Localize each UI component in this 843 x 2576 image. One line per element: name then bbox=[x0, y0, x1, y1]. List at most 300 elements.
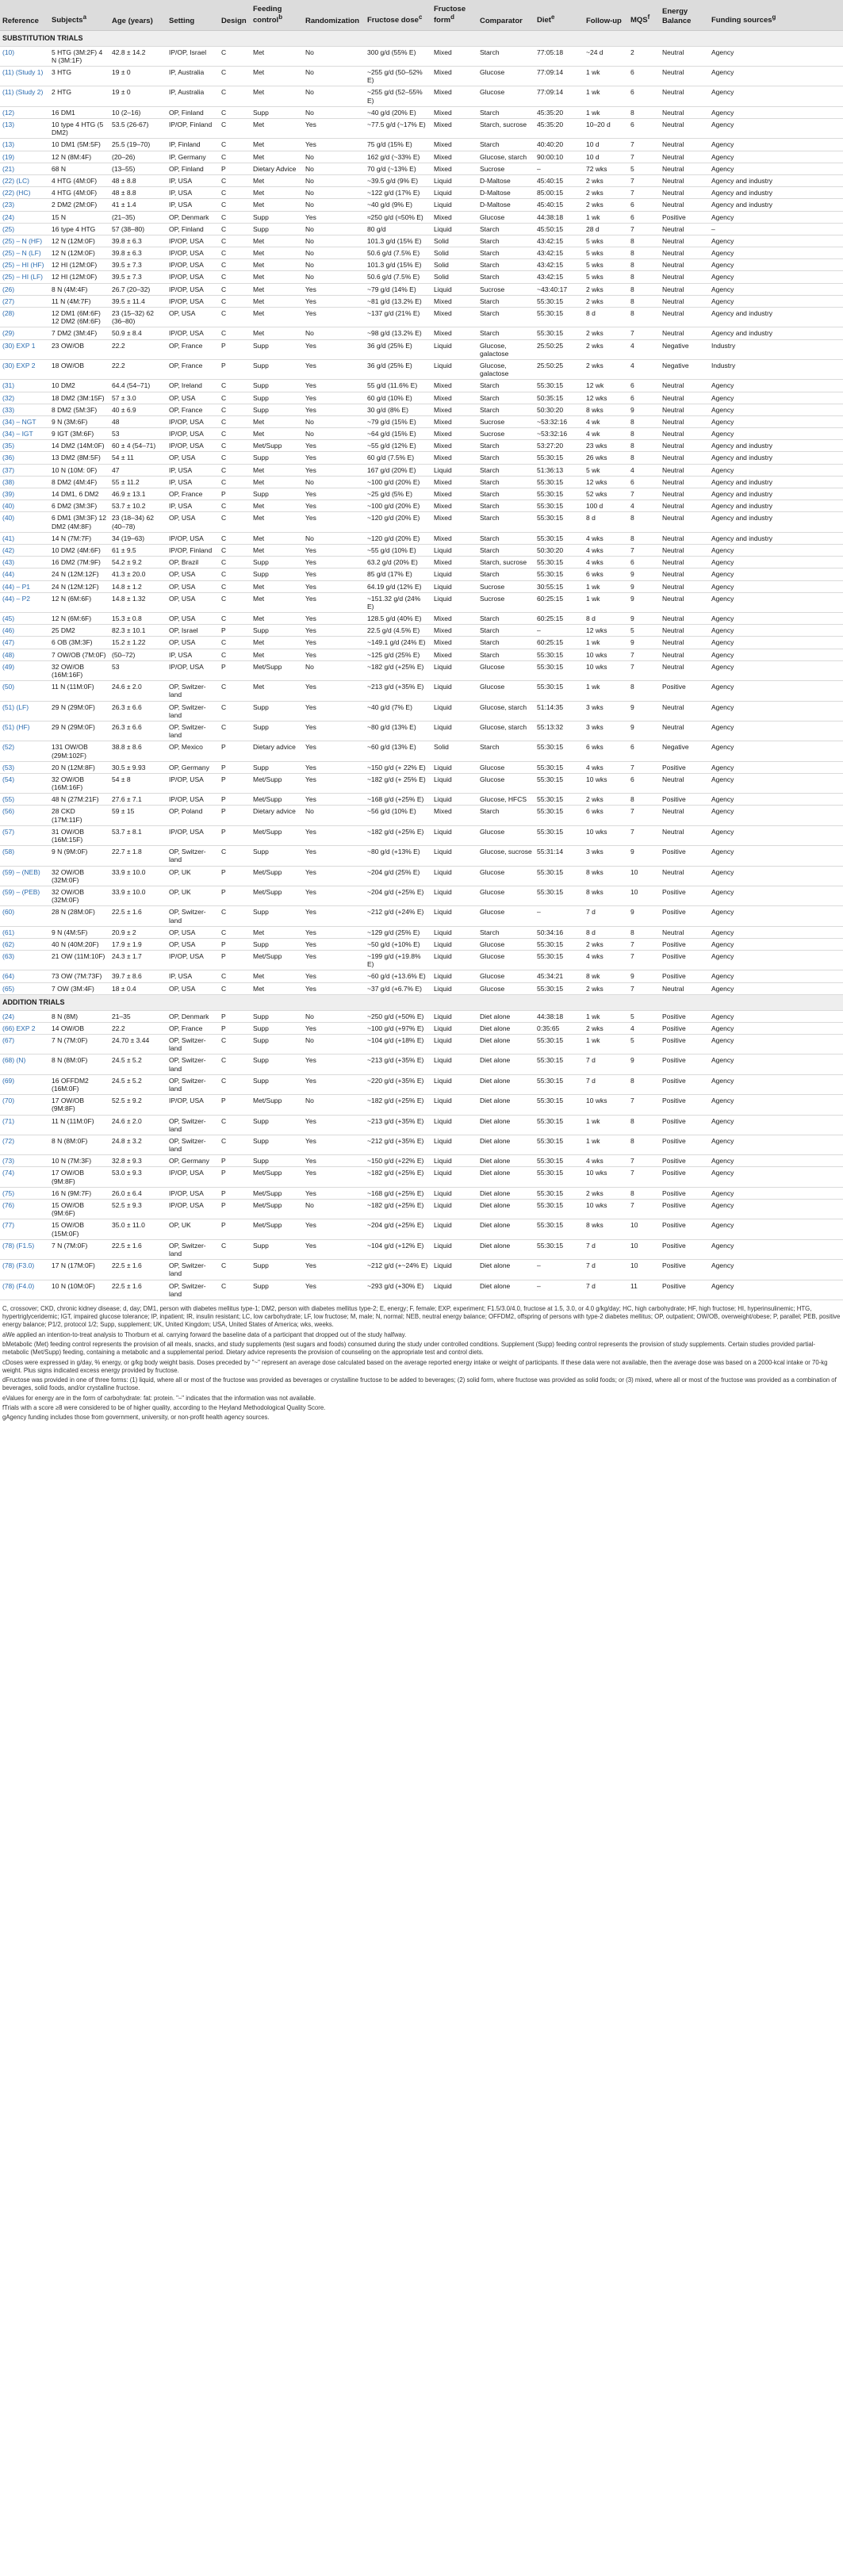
mqs-cell: 5 bbox=[628, 625, 660, 637]
follow-up-cell: 6 wks bbox=[584, 806, 628, 825]
feeding-control-cell: Supp bbox=[251, 223, 303, 235]
reference-cell: (30) EXP 2 bbox=[0, 359, 49, 379]
follow-up-cell: 1 wk bbox=[584, 637, 628, 649]
follow-up-cell: 4 wk bbox=[584, 428, 628, 440]
fructose-dose-cell: ~182 g/d (+ 25% E) bbox=[365, 773, 431, 793]
age-cell: 19 ± 0 bbox=[109, 67, 167, 86]
follow-up-cell: 7 d bbox=[584, 1280, 628, 1299]
energy-balance-cell: Positive bbox=[660, 1167, 709, 1187]
setting-cell: OP, Poland bbox=[167, 806, 219, 825]
mqs-cell: 10 bbox=[628, 1239, 660, 1259]
design-cell: C bbox=[219, 1239, 251, 1259]
age-cell: 55 ± 11.2 bbox=[109, 476, 167, 488]
energy-balance-cell: Neutral bbox=[660, 982, 709, 994]
mqs-cell: 8 bbox=[628, 428, 660, 440]
fructose-dose-cell: ~60 g/d (+13.6% E) bbox=[365, 970, 431, 982]
table-row bbox=[0, 906, 843, 926]
reference-cell: (34) – NGT bbox=[0, 415, 49, 427]
fructose-dose-cell: 60 g/d (7.5% E) bbox=[365, 452, 431, 464]
fructose-form-cell: Solid bbox=[431, 247, 477, 259]
fructose-dose-cell: ~255 g/d (50–52% E) bbox=[365, 67, 431, 86]
reference-cell: (37) bbox=[0, 464, 49, 476]
fructose-dose-cell: ~151.32 g/d (24% E) bbox=[365, 592, 431, 612]
follow-up-cell: 10 wks bbox=[584, 773, 628, 793]
diet-cell: 60:25:15 bbox=[535, 592, 584, 612]
footnote: aWe applied an intention-to-treat analysis to Thorburn et al. carrying forward the baseline data of a participant that dropped out of the study halfway. bbox=[2, 1330, 407, 1338]
diet-cell: 55:30:15 bbox=[535, 649, 584, 660]
fructose-dose-cell: ~79 g/d (14% E) bbox=[365, 283, 431, 295]
energy-balance-cell: Positive bbox=[660, 970, 709, 982]
energy-balance-cell: Neutral bbox=[660, 440, 709, 452]
header-followup bbox=[584, 0, 628, 30]
randomization-cell: No bbox=[303, 235, 365, 247]
header-feeding-sup: b bbox=[278, 13, 283, 21]
follow-up-cell: 4 wks bbox=[584, 557, 628, 568]
fructose-form-cell: Mixed bbox=[431, 440, 477, 452]
comparator-cell: Starch bbox=[477, 512, 535, 532]
subjects-cell: 68 N bbox=[49, 163, 109, 174]
subjects-cell: 31 OW/OB (16M:15F) bbox=[49, 825, 109, 845]
reference-cell: (42) bbox=[0, 544, 49, 556]
mqs-cell: 7 bbox=[628, 951, 660, 970]
diet-cell: 51:36:13 bbox=[535, 464, 584, 476]
follow-up-cell: 7 d bbox=[584, 1239, 628, 1259]
setting-cell: IP/OP, USA bbox=[167, 1167, 219, 1187]
fructose-form-cell: Mixed bbox=[431, 404, 477, 415]
reference-cell: (57) bbox=[0, 825, 49, 845]
setting-cell: IP, USA bbox=[167, 174, 219, 186]
diet-cell: 60:25:15 bbox=[535, 613, 584, 625]
subjects-cell: 12 HI (12M:0F) bbox=[49, 271, 109, 283]
mqs-cell: 10 bbox=[628, 866, 660, 886]
energy-balance-cell: Positive bbox=[660, 1280, 709, 1299]
fructose-form-cell: Solid bbox=[431, 235, 477, 247]
subjects-cell: 28 N (28M:0F) bbox=[49, 906, 109, 926]
feeding-control-cell: Met bbox=[251, 970, 303, 982]
setting-cell: IP/OP, USA bbox=[167, 295, 219, 307]
setting-cell: IP, Australia bbox=[167, 86, 219, 106]
subjects-cell: 11 N (11M:0F) bbox=[49, 1115, 109, 1135]
table-row bbox=[0, 886, 843, 905]
reference-cell: (78) (F3.0) bbox=[0, 1260, 49, 1280]
diet-cell: 55:30:15 bbox=[535, 532, 584, 544]
randomization-cell: Yes bbox=[303, 580, 365, 592]
follow-up-cell: ~24 d bbox=[584, 46, 628, 66]
fructose-form-cell: Liquid bbox=[431, 1260, 477, 1280]
design-cell: C bbox=[219, 1280, 251, 1299]
mqs-cell: 8 bbox=[628, 926, 660, 938]
fructose-form-cell: Liquid bbox=[431, 970, 477, 982]
fructose-form-cell: Liquid bbox=[431, 1010, 477, 1022]
age-cell: 24.8 ± 3.2 bbox=[109, 1135, 167, 1154]
diet-cell: 25:50:25 bbox=[535, 339, 584, 359]
table-row bbox=[0, 295, 843, 307]
randomization-cell: Yes bbox=[303, 592, 365, 612]
fructose-dose-cell: ~150 g/d (+ 22% E) bbox=[365, 761, 431, 773]
design-cell: P bbox=[219, 1095, 251, 1115]
reference-cell: (10) bbox=[0, 46, 49, 66]
energy-balance-cell: Neutral bbox=[660, 452, 709, 464]
diet-cell: 55:30:15 bbox=[535, 476, 584, 488]
design-cell: C bbox=[219, 1115, 251, 1135]
mqs-cell: 10 bbox=[628, 1219, 660, 1239]
subjects-cell: 24 N (12M:12F) bbox=[49, 568, 109, 580]
fructose-form-cell: Solid bbox=[431, 741, 477, 761]
age-cell: 53 bbox=[109, 428, 167, 440]
table-row bbox=[0, 187, 843, 199]
follow-up-cell: 52 wks bbox=[584, 488, 628, 500]
energy-balance-cell: Positive bbox=[660, 1200, 709, 1219]
comparator-cell: Starch bbox=[477, 259, 535, 271]
header-dose-label: Fructose dose bbox=[367, 16, 419, 25]
fructose-form-cell: Liquid bbox=[431, 681, 477, 701]
age-cell: 38.8 ± 8.6 bbox=[109, 741, 167, 761]
subjects-cell: 10 N (10M:0F) bbox=[49, 1280, 109, 1299]
energy-balance-cell: Neutral bbox=[660, 637, 709, 649]
design-cell: C bbox=[219, 404, 251, 415]
fructose-dose-cell: ~182 g/d (+25% E) bbox=[365, 825, 431, 845]
reference-cell: (77) bbox=[0, 1219, 49, 1239]
design-cell: C bbox=[219, 1035, 251, 1055]
fructose-dose-cell: ~80 g/d (13% E) bbox=[365, 721, 431, 741]
table-row bbox=[0, 741, 843, 761]
energy-balance-cell: Neutral bbox=[660, 512, 709, 532]
energy-balance-cell: Positive bbox=[660, 1115, 709, 1135]
table-row bbox=[0, 681, 843, 701]
mqs-cell: 6 bbox=[628, 211, 660, 223]
fructose-form-cell: Mixed bbox=[431, 106, 477, 118]
energy-balance-cell: Positive bbox=[660, 1022, 709, 1034]
reference-cell: (40) bbox=[0, 500, 49, 512]
comparator-cell: Starch bbox=[477, 488, 535, 500]
design-cell: C bbox=[219, 452, 251, 464]
setting-cell: IP, Germany bbox=[167, 151, 219, 163]
funding-sources-cell: Agency bbox=[709, 1135, 843, 1154]
funding-sources-cell: Agency bbox=[709, 428, 843, 440]
age-cell: 39.5 ± 7.3 bbox=[109, 271, 167, 283]
setting-cell: IP/OP, USA bbox=[167, 428, 219, 440]
subjects-cell: 28 CKD (17M:11F) bbox=[49, 806, 109, 825]
design-cell: P bbox=[219, 1155, 251, 1167]
subjects-cell: 12 N (12M:0F) bbox=[49, 247, 109, 259]
energy-balance-cell: Neutral bbox=[660, 187, 709, 199]
feeding-control-cell: Met bbox=[251, 637, 303, 649]
diet-cell: 55:30:15 bbox=[535, 488, 584, 500]
feeding-control-cell: Met bbox=[251, 613, 303, 625]
footnote: C, crossover; CKD, chronic kidney disease; d, day; DM1, person with diabetes mellitus type-1; DM2, person with diabetes mellitus type-2; E, energy; F, female; EXP, experiment; F1.5/3.0/4.0, fructose at 1.5, 3.0, or 4.0 g/kg/day; HC, high carbohydrate; HF, high fructose; HI, hyperinsulinemic; HTG, hypertriglyceridemic; IGT, impaired glucose tolerance; IP, inpatient; IR, insulin resistant; LC, low carbohydrate; LF, low fructose; M, male; N, normal; NEB, neutral energy balance; OFFDM2, offspring of persons with type-2 diabetes mellitus; OP, outpatient; OW/OB, overweight/obese; P, parallel; PEB, positive energy balance; P1/2, protocol 1/2; Supp, supplement; UK, United Kingdom; USA, United States of America; wks, weeks. bbox=[2, 1304, 841, 1329]
mqs-cell: 8 bbox=[628, 1115, 660, 1135]
diet-cell: 55:30:15 bbox=[535, 568, 584, 580]
randomization-cell: Yes bbox=[303, 721, 365, 741]
mqs-cell: 9 bbox=[628, 721, 660, 741]
diet-cell: 55:30:15 bbox=[535, 794, 584, 806]
age-cell: 23 (15–32) 62 (36–80) bbox=[109, 308, 167, 327]
header-diet-sup: e bbox=[550, 13, 555, 21]
subjects-cell: 9 N (3M:6F) bbox=[49, 415, 109, 427]
age-cell: 24.5 ± 5.2 bbox=[109, 1074, 167, 1094]
reference-cell: (70) bbox=[0, 1095, 49, 1115]
funding-sources-cell: Agency bbox=[709, 660, 843, 680]
diet-cell: 55:30:15 bbox=[535, 681, 584, 701]
setting-cell: IP, USA bbox=[167, 649, 219, 660]
fructose-dose-cell: ~213 g/d (+35% E) bbox=[365, 1115, 431, 1135]
subjects-cell: 8 N (8M) bbox=[49, 1010, 109, 1022]
funding-sources-cell: Agency bbox=[709, 106, 843, 118]
age-cell: 64.4 (54–71) bbox=[109, 380, 167, 392]
funding-sources-cell: Agency bbox=[709, 846, 843, 866]
randomization-cell: No bbox=[303, 428, 365, 440]
setting-cell: IP/OP, USA bbox=[167, 794, 219, 806]
design-cell: C bbox=[219, 86, 251, 106]
setting-cell: IP/OP, USA bbox=[167, 235, 219, 247]
feeding-control-cell: Supp bbox=[251, 906, 303, 926]
design-cell: C bbox=[219, 46, 251, 66]
mqs-cell: 7 bbox=[628, 151, 660, 163]
fructose-form-cell: Liquid bbox=[431, 464, 477, 476]
subjects-cell: 4 HTG (4M:0F) bbox=[49, 174, 109, 186]
comparator-cell: Starch bbox=[477, 139, 535, 151]
comparator-cell: Starch bbox=[477, 106, 535, 118]
randomization-cell: Yes bbox=[303, 359, 365, 379]
design-cell: C bbox=[219, 139, 251, 151]
feeding-control-cell: Met/Supp bbox=[251, 773, 303, 793]
setting-cell: OP, Switzer-land bbox=[167, 1280, 219, 1299]
fructose-form-cell: Mixed bbox=[431, 637, 477, 649]
feeding-control-cell: Met/Supp bbox=[251, 1187, 303, 1199]
follow-up-cell: 1 wk bbox=[584, 1135, 628, 1154]
setting-cell: IP/OP, USA bbox=[167, 327, 219, 339]
design-cell: P bbox=[219, 1219, 251, 1239]
subjects-cell: 5 HTG (3M:2F) 4 N (3M:1F) bbox=[49, 46, 109, 66]
randomization-cell: Yes bbox=[303, 544, 365, 556]
reference-cell: (47) bbox=[0, 637, 49, 649]
follow-up-cell: 3 wks bbox=[584, 701, 628, 721]
funding-sources-cell: Agency bbox=[709, 825, 843, 845]
diet-cell: 77:09:14 bbox=[535, 67, 584, 86]
setting-cell: OP, Switzer-land bbox=[167, 1055, 219, 1074]
follow-up-cell: 2 wks bbox=[584, 359, 628, 379]
energy-balance-cell: Neutral bbox=[660, 174, 709, 186]
reference-cell: (38) bbox=[0, 476, 49, 488]
follow-up-cell: 2 wks bbox=[584, 1187, 628, 1199]
subjects-cell: 21 OW (11M:10F) bbox=[49, 951, 109, 970]
feeding-control-cell: Met bbox=[251, 151, 303, 163]
funding-sources-cell: Agency bbox=[709, 1239, 843, 1259]
header-reference bbox=[0, 0, 49, 30]
reference-cell: (78) (F4.0) bbox=[0, 1280, 49, 1299]
design-cell: P bbox=[219, 866, 251, 886]
energy-balance-cell: Positive bbox=[660, 846, 709, 866]
design-cell: P bbox=[219, 806, 251, 825]
mqs-cell: 7 bbox=[628, 649, 660, 660]
comparator-cell: Sucrose bbox=[477, 415, 535, 427]
mqs-cell: 8 bbox=[628, 512, 660, 532]
feeding-control-cell: Met/Supp bbox=[251, 951, 303, 970]
fructose-form-cell: Liquid bbox=[431, 1035, 477, 1055]
subjects-cell: 32 OW/OB (32M:0F) bbox=[49, 866, 109, 886]
energy-balance-cell: Neutral bbox=[660, 119, 709, 139]
randomization-cell: No bbox=[303, 415, 365, 427]
design-cell: P bbox=[219, 761, 251, 773]
setting-cell: IP, USA bbox=[167, 187, 219, 199]
mqs-cell: 9 bbox=[628, 568, 660, 580]
funding-sources-cell: – bbox=[709, 223, 843, 235]
fructose-dose-cell: 22.5 g/d (4.5% E) bbox=[365, 625, 431, 637]
follow-up-cell: 100 d bbox=[584, 500, 628, 512]
feeding-control-cell: Met/Supp bbox=[251, 1219, 303, 1239]
table-row bbox=[0, 532, 843, 544]
age-cell: 54 ± 11 bbox=[109, 452, 167, 464]
comparator-cell: Glucose bbox=[477, 681, 535, 701]
fructose-form-cell: Liquid bbox=[431, 1135, 477, 1154]
diet-cell: 55:30:15 bbox=[535, 557, 584, 568]
subjects-cell: 12 N (6M:6F) bbox=[49, 592, 109, 612]
fructose-dose-cell: ~64 g/d (15% E) bbox=[365, 428, 431, 440]
design-cell: P bbox=[219, 951, 251, 970]
table-row bbox=[0, 151, 843, 163]
reference-cell: (25) – HI (LF) bbox=[0, 271, 49, 283]
comparator-cell: D-Maltose bbox=[477, 187, 535, 199]
fructose-dose-cell: 30 g/d (8% E) bbox=[365, 404, 431, 415]
table-row bbox=[0, 404, 843, 415]
funding-sources-cell: Agency bbox=[709, 926, 843, 938]
subjects-cell: 11 N (4M:7F) bbox=[49, 295, 109, 307]
mqs-cell: 7 bbox=[628, 327, 660, 339]
mqs-cell: 5 bbox=[628, 163, 660, 174]
energy-balance-cell: Positive bbox=[660, 951, 709, 970]
age-cell: 50.9 ± 8.4 bbox=[109, 327, 167, 339]
randomization-cell: No bbox=[303, 259, 365, 271]
funding-sources-cell: Agency bbox=[709, 1260, 843, 1280]
comparator-cell: Glucose, starch bbox=[477, 721, 535, 741]
table-row bbox=[0, 1074, 843, 1094]
diet-cell: 55:30:15 bbox=[535, 512, 584, 532]
funding-sources-cell: Agency bbox=[709, 982, 843, 994]
subjects-cell: 20 N (12M:8F) bbox=[49, 761, 109, 773]
mqs-cell: 7 bbox=[628, 1095, 660, 1115]
comparator-cell: Glucose, starch bbox=[477, 151, 535, 163]
diet-cell: 50:34:16 bbox=[535, 926, 584, 938]
section-title: SUBSTITUTION TRIALS bbox=[0, 30, 843, 46]
mqs-cell: 8 bbox=[628, 1135, 660, 1154]
diet-cell: 45:35:20 bbox=[535, 106, 584, 118]
diet-cell: 55:30:15 bbox=[535, 327, 584, 339]
table-row bbox=[0, 1219, 843, 1239]
design-cell: C bbox=[219, 1055, 251, 1074]
feeding-control-cell: Supp bbox=[251, 392, 303, 404]
mqs-cell: 6 bbox=[628, 773, 660, 793]
table-row bbox=[0, 825, 843, 845]
fructose-form-cell: Mixed bbox=[431, 86, 477, 106]
follow-up-cell: 3 wks bbox=[584, 846, 628, 866]
setting-cell: IP/OP, USA bbox=[167, 773, 219, 793]
randomization-cell: Yes bbox=[303, 794, 365, 806]
feeding-control-cell: Met bbox=[251, 580, 303, 592]
table-row bbox=[0, 1115, 843, 1135]
comparator-cell: Diet alone bbox=[477, 1115, 535, 1135]
age-cell: 21–35 bbox=[109, 1010, 167, 1022]
energy-balance-cell: Neutral bbox=[660, 592, 709, 612]
feeding-control-cell: Met bbox=[251, 532, 303, 544]
subjects-cell: 9 IGT (3M:6F) bbox=[49, 428, 109, 440]
reference-cell: (35) bbox=[0, 440, 49, 452]
age-cell: (21–35) bbox=[109, 211, 167, 223]
energy-balance-cell: Positive bbox=[660, 1260, 709, 1280]
fructose-dose-cell: ~79 g/d (15% E) bbox=[365, 415, 431, 427]
table-row bbox=[0, 308, 843, 327]
subjects-cell: 29 N (29M:0F) bbox=[49, 701, 109, 721]
fructose-form-cell: Liquid bbox=[431, 1074, 477, 1094]
design-cell: C bbox=[219, 1074, 251, 1094]
reference-cell: (25) – N (LF) bbox=[0, 247, 49, 259]
diet-cell: ~53:32:16 bbox=[535, 415, 584, 427]
mqs-cell: 8 bbox=[628, 1074, 660, 1094]
feeding-control-cell: Met/Supp bbox=[251, 794, 303, 806]
setting-cell: OP, USA bbox=[167, 512, 219, 532]
mqs-cell: 7 bbox=[628, 488, 660, 500]
fructose-dose-cell: ~199 g/d (+19.8% E) bbox=[365, 951, 431, 970]
diet-cell: 55:30:15 bbox=[535, 761, 584, 773]
age-cell: 22.5 ± 1.6 bbox=[109, 1260, 167, 1280]
feeding-control-cell: Supp bbox=[251, 339, 303, 359]
randomization-cell: Yes bbox=[303, 295, 365, 307]
diet-cell: 55:30:15 bbox=[535, 982, 584, 994]
follow-up-cell: 12 wks bbox=[584, 476, 628, 488]
age-cell: 34 (19–63) bbox=[109, 532, 167, 544]
diet-cell: – bbox=[535, 1260, 584, 1280]
subjects-cell: 15 N bbox=[49, 211, 109, 223]
comparator-cell: Diet alone bbox=[477, 1074, 535, 1094]
reference-cell: (51) (HF) bbox=[0, 721, 49, 741]
follow-up-cell: 6 wks bbox=[584, 741, 628, 761]
subjects-cell: 16 DM1 bbox=[49, 106, 109, 118]
subjects-cell: 29 N (29M:0F) bbox=[49, 721, 109, 741]
feeding-control-cell: Supp bbox=[251, 721, 303, 741]
design-cell: C bbox=[219, 119, 251, 139]
funding-sources-cell: Agency bbox=[709, 211, 843, 223]
feeding-control-cell: Met bbox=[251, 649, 303, 660]
subjects-cell: 23 OW/OB bbox=[49, 339, 109, 359]
randomization-cell: Yes bbox=[303, 825, 365, 845]
fructose-dose-cell: ~80 g/d (+13% E) bbox=[365, 846, 431, 866]
comparator-cell: Starch bbox=[477, 247, 535, 259]
fructose-form-cell: Liquid bbox=[431, 568, 477, 580]
reference-cell: (54) bbox=[0, 773, 49, 793]
energy-balance-cell: Positive bbox=[660, 681, 709, 701]
setting-cell: IP/OP, USA bbox=[167, 1187, 219, 1199]
design-cell: C bbox=[219, 532, 251, 544]
fructose-form-cell: Liquid bbox=[431, 359, 477, 379]
setting-cell: OP, Switzer-land bbox=[167, 1260, 219, 1280]
feeding-control-cell: Met bbox=[251, 592, 303, 612]
setting-cell: OP, Ireland bbox=[167, 380, 219, 392]
age-cell: 41 ± 1.4 bbox=[109, 199, 167, 211]
follow-up-cell: 4 wks bbox=[584, 544, 628, 556]
randomization-cell: Yes bbox=[303, 339, 365, 359]
reference-cell: (45) bbox=[0, 613, 49, 625]
feeding-control-cell: Supp bbox=[251, 1010, 303, 1022]
reference-cell: (24) bbox=[0, 1010, 49, 1022]
fructose-form-cell: Mixed bbox=[431, 163, 477, 174]
design-cell: C bbox=[219, 500, 251, 512]
diet-cell: 55:30:15 bbox=[535, 866, 584, 886]
follow-up-cell: 2 wks bbox=[584, 174, 628, 186]
mqs-cell: 9 bbox=[628, 906, 660, 926]
comparator-cell: Starch bbox=[477, 476, 535, 488]
follow-up-cell: 7 d bbox=[584, 906, 628, 926]
diet-cell: – bbox=[535, 163, 584, 174]
fructose-form-cell: Liquid bbox=[431, 1187, 477, 1199]
